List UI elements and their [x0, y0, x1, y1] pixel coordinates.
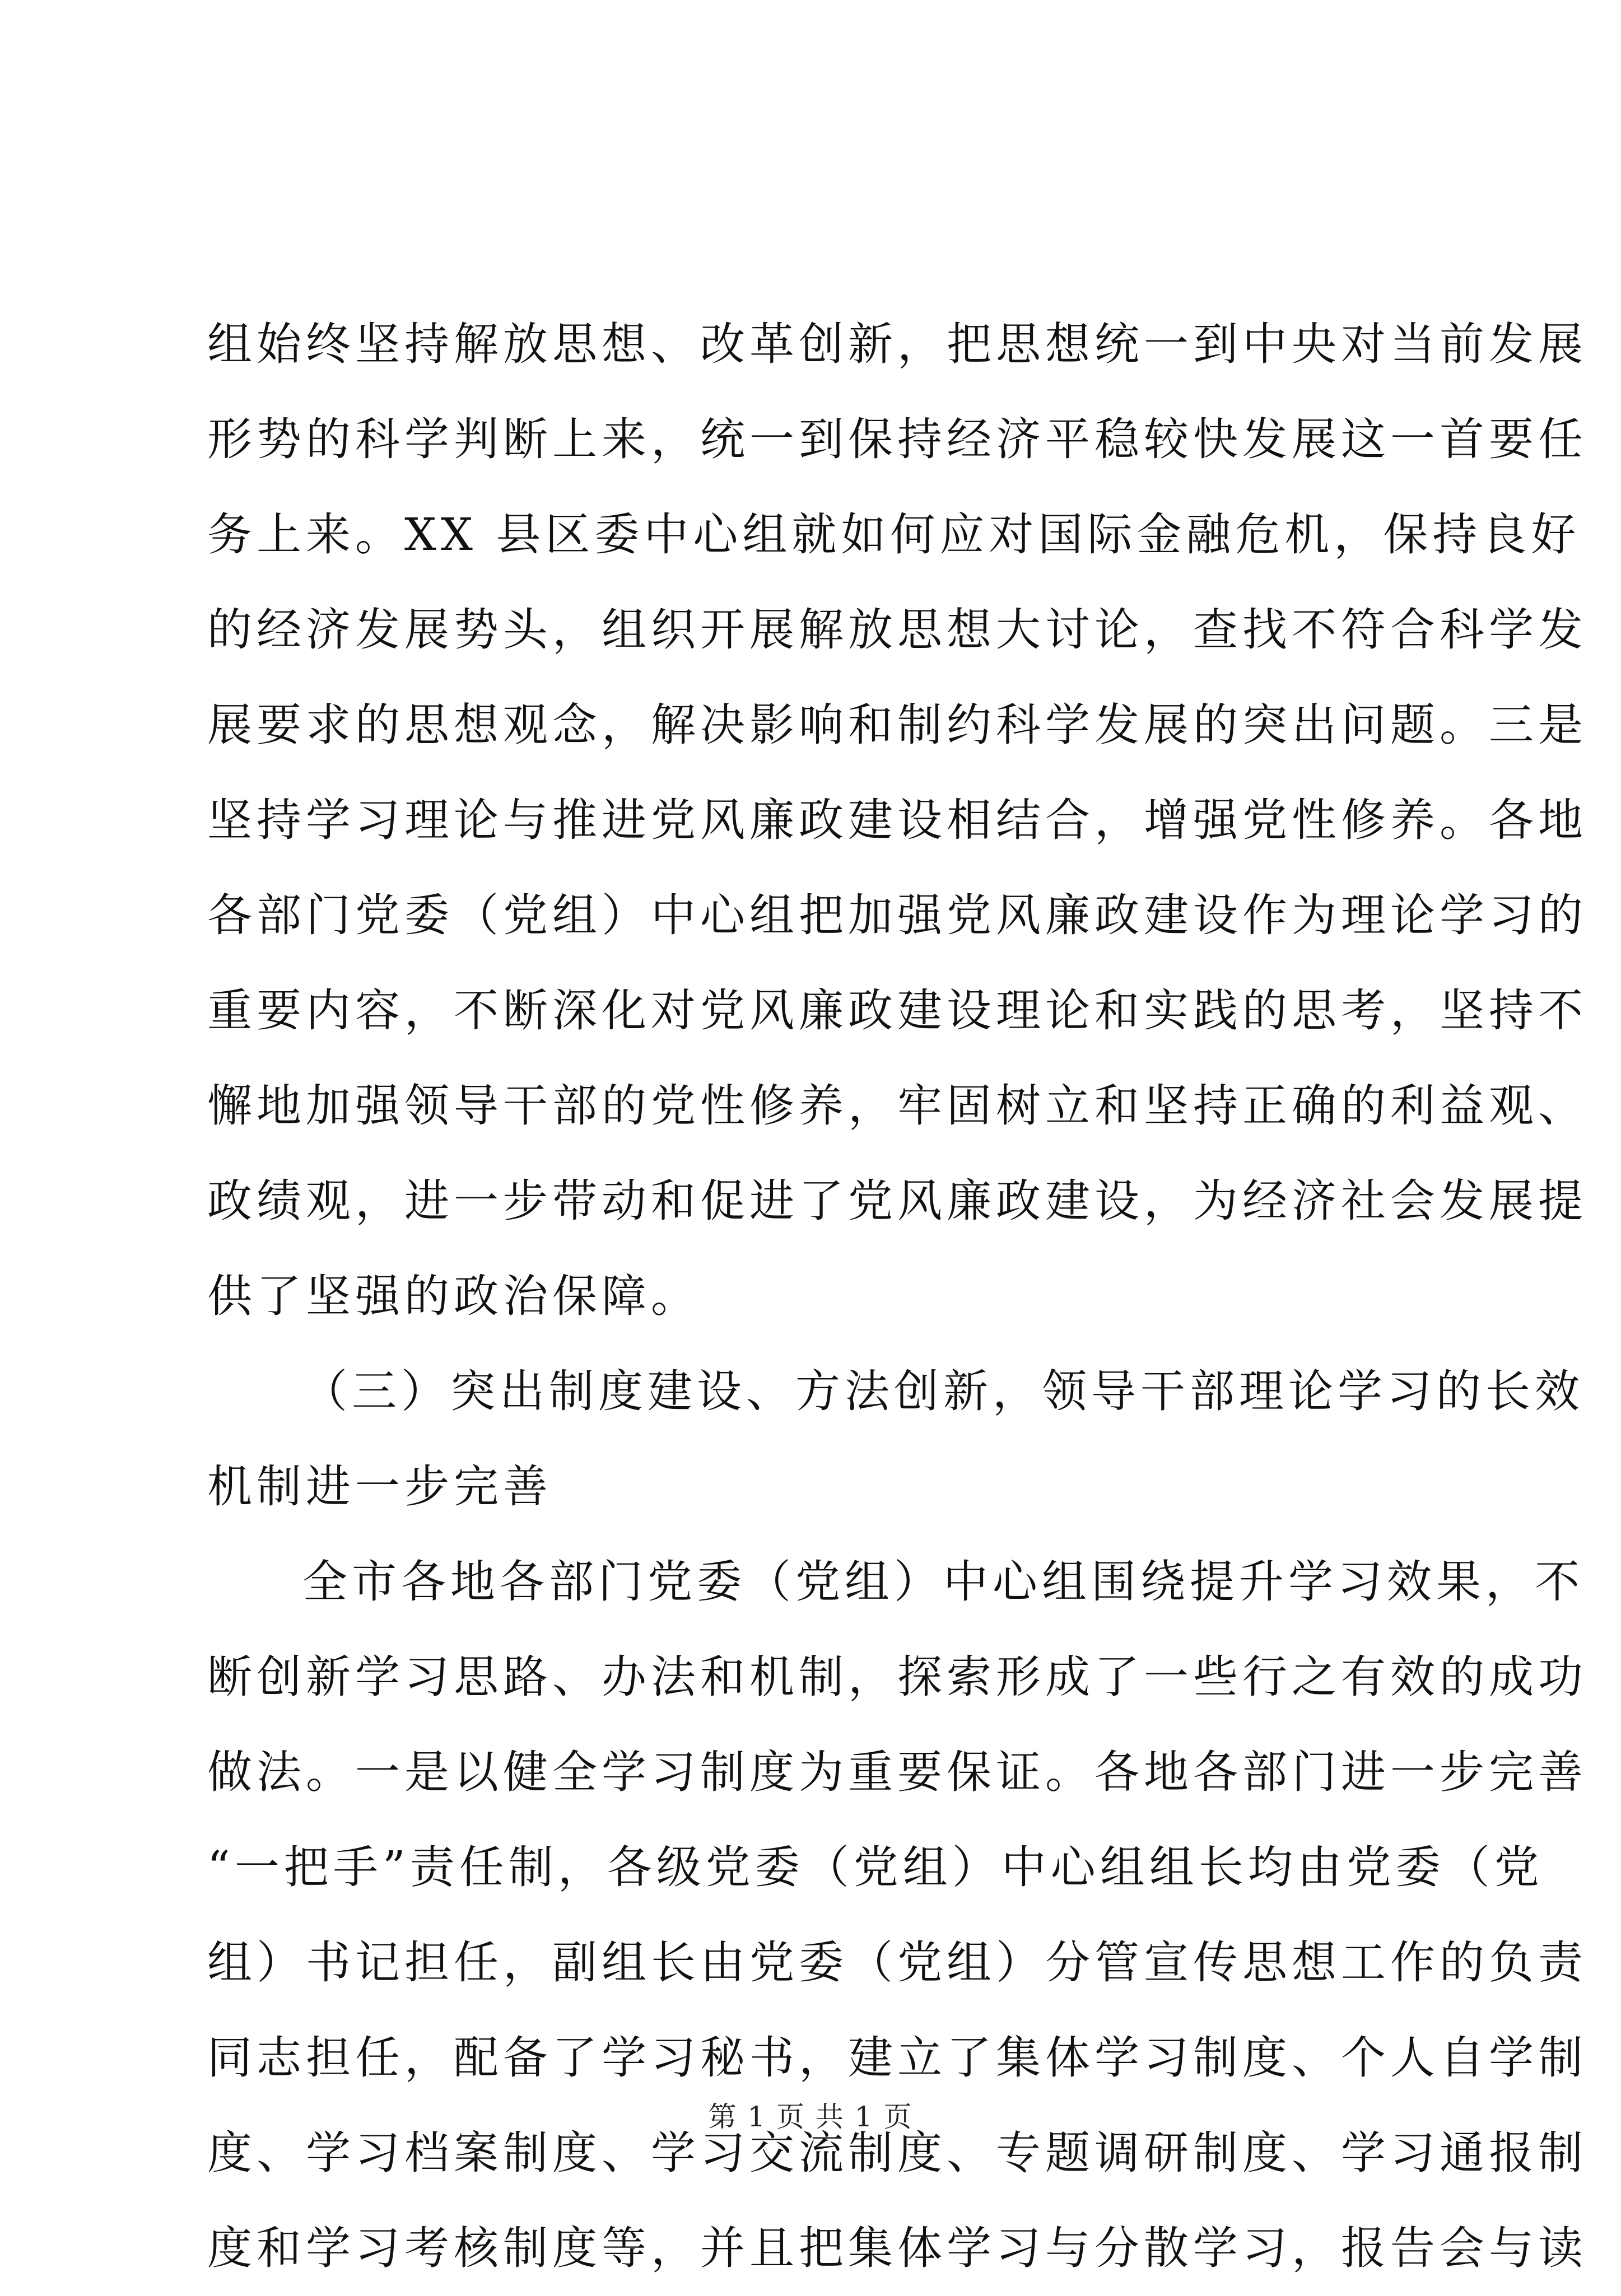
text-line: 的经济发展势头，组织开展解放思想大讨论，查找不符合科学发 [207, 604, 1587, 656]
section-heading: （三）突出制度建设、方法创新，领导干部理论学习的长效 [302, 1365, 1584, 1417]
paragraph-start-line: 全市各地各部门党委（党组）中心组围绕提升学习效果，不 [302, 1556, 1584, 1608]
text-line: 度和学习考核制度等，并且把集体学习与分散学习，报告会与读 [207, 2222, 1587, 2274]
text-line: 各部门党委（党组）中心组把加强党风廉政建设作为理论学习的 [207, 889, 1587, 941]
text-line: 组始终坚持解放思想、改革创新，把思想统一到中央对当前发展 [207, 318, 1587, 370]
text-line: 重要内容，不断深化对党风廉政建设理论和实践的思考，坚持不 [207, 984, 1587, 1037]
document-body [207, 297, 1587, 2296]
text-line: 展要求的思想观念，解决影响和制约科学发展的突出问题。三是 [207, 699, 1587, 751]
text-line: 组）书记担任，副组长由党委（党组）分管宣传思想工作的负责 [207, 1936, 1587, 1989]
text-line: 断创新学习思路、办法和机制，探索形成了一些行之有效的成功 [207, 1651, 1587, 1703]
text-line: 同志担任，配备了学习秘书，建立了集体学习制度、个人自学制 [207, 2032, 1587, 2084]
text-line: 度、学习档案制度、学习交流制度、专题调研制度、学习通报制 [207, 2127, 1587, 2179]
text-line: 政绩观，进一步带动和促进了党风廉政建设，为经济社会发展提 [207, 1175, 1587, 1227]
text-line: 做法。一是以健全学习制度为重要保证。各地各部门进一步完善 [207, 1746, 1587, 1798]
section-heading-continued: 机制进一步完善 [207, 1460, 552, 1513]
text-line: 坚持学习理论与推进党风廉政建设相结合，增强党性修养。各地 [207, 794, 1587, 846]
text-line: 懈地加强领导干部的党性修养，牢固树立和坚持正确的利益观、 [207, 1080, 1587, 1132]
text-line: 供了坚强的政治保障。 [207, 1270, 700, 1322]
page-number-footer: 第 1 页 共 1 页 [708, 2101, 913, 2133]
text-line: “一把手”责任制，各级党委（党组）中心组组长均由党委（党 [207, 1841, 1544, 1893]
text-line: 务上来。XX 县区委中心组就如何应对国际金融危机，保持良好 [207, 508, 1581, 561]
text-line: 形势的科学判断上来，统一到保持经济平稳较快发展这一首要任 [207, 413, 1587, 465]
